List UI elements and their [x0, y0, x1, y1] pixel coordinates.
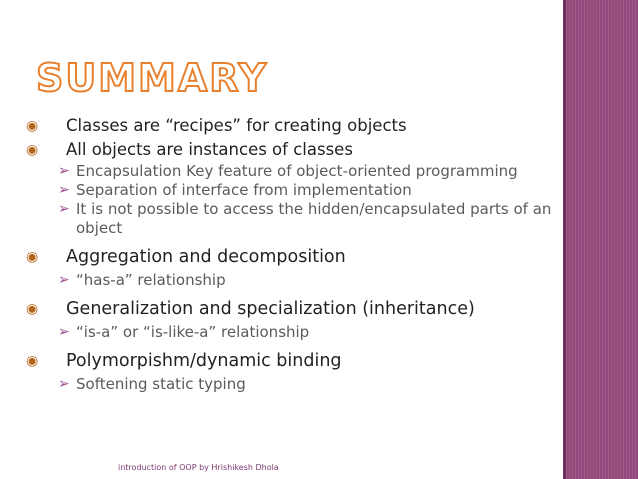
- arrow-bullet-icon: ➢: [58, 376, 70, 392]
- arrow-bullet-icon: ➢: [58, 272, 70, 288]
- sub-bullet-text: It is not possible to access the hidden/encapsulated parts of an object: [76, 200, 552, 237]
- sub-bullet-text: Softening static typing: [76, 375, 246, 393]
- slide-footer: introduction of OOP by Hrishikesh Dhola: [118, 463, 279, 472]
- bullet-text: Generalization and specialization (inheritance): [66, 299, 475, 319]
- sub-bullet-text: Encapsulation Key feature of object-oriented programming: [76, 162, 518, 180]
- sub-bullet-item: [26, 323, 556, 342]
- bullet-item: [26, 114, 556, 138]
- bullet-item: [26, 347, 556, 375]
- bullet-item: [26, 243, 556, 271]
- bullet-item: [26, 138, 556, 162]
- bullet-icon: ◉: [26, 301, 39, 317]
- bullet-icon: ◉: [26, 118, 39, 134]
- arrow-bullet-icon: ➢: [58, 182, 70, 198]
- bullet-text: Aggregation and decomposition: [66, 247, 346, 267]
- bullet-item: [26, 295, 556, 323]
- sub-bullet-item: [26, 162, 556, 181]
- sub-bullet-item: [26, 200, 556, 238]
- sub-bullet-text: “is-a” or “is-like-a” relationship: [76, 323, 310, 341]
- sub-bullet-text: “has-a” relationship: [76, 271, 226, 289]
- bullet-text: Polymorpishm/dynamic binding: [66, 351, 342, 371]
- sub-bullet-text: Separation of interface from implementation: [76, 181, 412, 199]
- bullet-text: All objects are instances of classes: [66, 140, 353, 159]
- bullet-icon: ◉: [26, 353, 39, 369]
- sub-bullet-item: [26, 271, 556, 290]
- sub-bullet-item: [26, 181, 556, 200]
- arrow-bullet-icon: ➢: [58, 201, 70, 217]
- bullet-text: Classes are “recipes” for creating objects: [66, 116, 407, 135]
- slide-title: SUMMARY: [36, 56, 268, 100]
- bullet-icon: ◉: [26, 142, 39, 158]
- decorative-sidebar: [566, 0, 638, 479]
- arrow-bullet-icon: ➢: [58, 324, 70, 340]
- slide-content: [26, 114, 556, 394]
- sub-bullet-item: [26, 375, 556, 394]
- arrow-bullet-icon: ➢: [58, 163, 70, 179]
- bullet-icon: ◉: [26, 249, 39, 265]
